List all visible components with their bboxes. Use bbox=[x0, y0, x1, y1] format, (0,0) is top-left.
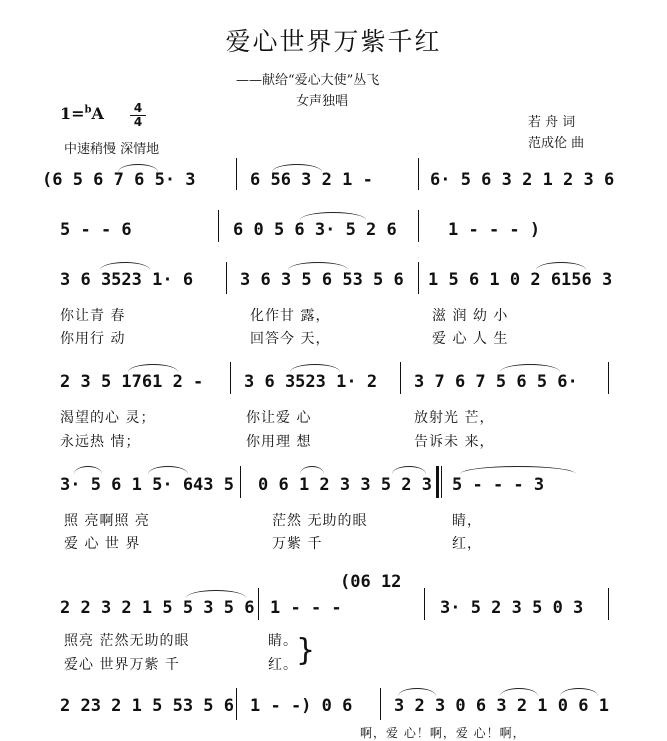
time-signature bbox=[130, 102, 146, 129]
time-sig-bottom: 4 bbox=[130, 115, 146, 129]
slur bbox=[300, 466, 324, 474]
barline bbox=[226, 262, 227, 294]
dedication-subtitle: ——献给“爱心大使”丛飞 bbox=[236, 73, 380, 88]
lyric-line6b-m1: 爱心 世界万紫 千 bbox=[64, 657, 180, 673]
score-line1-m1: (6 5 6 7 6 5· 3 bbox=[42, 170, 196, 190]
lyric-line3a-m1: 你让青 春 bbox=[60, 308, 126, 324]
slur bbox=[272, 164, 322, 172]
lyric-line4a-m1: 渴望的心 灵； bbox=[60, 410, 156, 426]
key-note: A bbox=[91, 104, 104, 123]
lyric-line6a-m1: 照亮 茫然无助的眼 bbox=[64, 633, 190, 649]
slur bbox=[118, 164, 158, 172]
lyric-line5a-m1: 照 亮啊照 亮 bbox=[64, 513, 150, 529]
barline bbox=[236, 688, 237, 720]
score-line2-m2: 6 0 5 6 3· 5 2 6 bbox=[233, 220, 397, 240]
lyric-line5b-m3: 红， bbox=[452, 536, 482, 552]
score-line4-m1: 2 3 5 1761 2 - bbox=[60, 372, 204, 392]
tempo-marking: 中速稍慢 深情地 bbox=[64, 142, 160, 157]
barline bbox=[240, 466, 241, 498]
lyric-line3b-m1: 你用行 动 bbox=[60, 331, 126, 347]
slur bbox=[392, 466, 426, 474]
lyricist: 若 舟 词 bbox=[528, 115, 576, 130]
barline bbox=[424, 588, 425, 620]
lyric-line4b-m1: 永远热 情； bbox=[60, 434, 141, 450]
slur bbox=[500, 688, 538, 696]
barline bbox=[608, 362, 609, 394]
barline bbox=[218, 210, 219, 242]
lyric-line3a-m2: 化作甘 露， bbox=[250, 308, 331, 324]
lyric-line3b-m2: 回答今 天， bbox=[250, 331, 331, 347]
lyric-line5a-m2: 茫然 无助的眼 bbox=[272, 513, 368, 529]
score-line1-m2: 6 56 3 2 1 - bbox=[250, 170, 373, 190]
song-title: 爱心世界万紫千红 bbox=[225, 27, 442, 56]
slur bbox=[500, 364, 560, 372]
slur bbox=[290, 364, 340, 372]
lyric-line4b-m3: 告诉未 来， bbox=[414, 434, 495, 450]
slur bbox=[74, 466, 102, 474]
score-line6-m1: 2 2 3 2 1 5 5 3 5 6 bbox=[60, 598, 255, 618]
score-line2-m1: 5 - - 6 bbox=[60, 220, 132, 240]
slur bbox=[128, 364, 178, 372]
lyric-line4a-m2: 你让爱 心 bbox=[246, 410, 312, 426]
score-line5-m3: 5 - - - 3 bbox=[452, 475, 545, 495]
score-line3-m2: 3 6 3 5 6 53 5 6 bbox=[240, 270, 404, 290]
lyric-line5b-m2: 万紫 千 bbox=[272, 536, 323, 552]
double-barline bbox=[436, 466, 439, 498]
slur bbox=[560, 688, 598, 696]
slur bbox=[398, 688, 436, 696]
lyric-line3a-m3: 滋 润 幼 小 bbox=[432, 308, 509, 324]
barline bbox=[418, 262, 419, 294]
barline bbox=[380, 688, 381, 720]
score-line4-m3: 3 7 6 7 5 6 5 6· bbox=[414, 372, 578, 392]
lyric-line4a-m3: 放射光 芒， bbox=[414, 410, 495, 426]
score-line5-m1: 3· 5 6 1 5· 643 5 bbox=[60, 475, 234, 495]
lyric-line6b-m2: 红。 bbox=[268, 657, 298, 673]
time-sig-top: 4 bbox=[133, 101, 143, 115]
barline bbox=[230, 362, 231, 394]
score-line3-m1: 3 6 3523 1· 6 bbox=[60, 270, 194, 290]
lyric-line5b-m1: 爱 心 世 界 bbox=[64, 536, 141, 552]
score-line6-upper: (06 12 bbox=[340, 572, 402, 592]
score-line7-m1: 2 23 2 1 5 53 5 6 bbox=[60, 696, 234, 716]
slur bbox=[100, 262, 150, 270]
slur bbox=[186, 590, 246, 598]
score-line7-m2: 1 - -) 0 6 bbox=[250, 696, 353, 716]
score-line7-m3: 3 2 3 0 6 3 2 1 0 6 1 bbox=[394, 696, 609, 716]
lyric-line6a-m2: 睛。 bbox=[268, 633, 298, 649]
barline bbox=[418, 210, 419, 242]
score-line6-m3: 3· 5 2 3 5 0 3 bbox=[440, 598, 584, 618]
slur bbox=[536, 262, 586, 270]
score-line4-m2: 3 6 3523 1· 2 bbox=[244, 372, 378, 392]
slur bbox=[300, 212, 366, 220]
barline bbox=[236, 158, 237, 190]
composer: 范成伦 曲 bbox=[528, 136, 585, 151]
tie bbox=[460, 466, 576, 474]
slur bbox=[288, 262, 348, 270]
lyric-line4b-m2: 你用理 想 bbox=[246, 434, 312, 450]
score-line1-m3: 6· 5 6 3 2 1 2 3 6 bbox=[430, 170, 615, 190]
score-line6-m2: 1 - - - bbox=[270, 598, 342, 618]
barline bbox=[258, 588, 259, 620]
key-prefix: 1= bbox=[60, 104, 85, 123]
repeat-brace: } bbox=[296, 633, 316, 668]
lyric-line5a-m3: 睛， bbox=[452, 513, 482, 529]
lyric-line7: 啊，爱 心！啊，爱 心！啊， bbox=[360, 726, 526, 740]
score-line3-m3: 1 5 6 1 0 2 6156 3 bbox=[428, 270, 613, 290]
score-line2-m3: 1 - - - ) bbox=[448, 220, 541, 240]
voice-type: 女声独唱 bbox=[296, 94, 349, 109]
barline bbox=[400, 362, 401, 394]
key-signature bbox=[60, 104, 104, 123]
barline bbox=[441, 466, 442, 498]
barline bbox=[418, 158, 419, 190]
barline bbox=[608, 588, 609, 620]
key-flat: b bbox=[84, 104, 92, 116]
score-line5-m2: 0 6 1 2 3 3 5 2 3 bbox=[258, 475, 432, 495]
lyric-line3b-m3: 爱 心 人 生 bbox=[432, 331, 509, 347]
slur bbox=[148, 466, 188, 474]
